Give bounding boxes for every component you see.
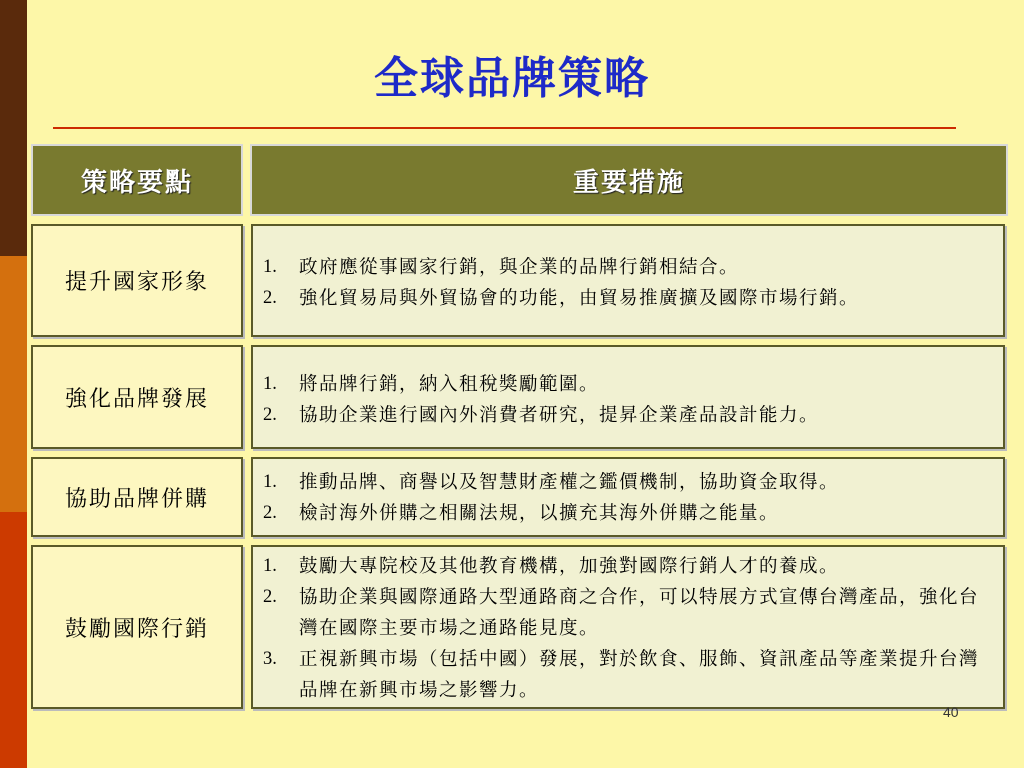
measure-text: 強化貿易局與外貿協會的功能，由貿易推廣擴及國際市場行銷。 [299, 288, 860, 309]
measure-text: 正視新興市場（包括中國）發展，對於飲食、服飾、資訊產品等產業提升台灣品牌在新興市場之影響力。 [299, 649, 980, 701]
title-divider [53, 127, 956, 129]
measure-text: 協助企業與國際通路大型通路商之合作，可以特展方式宣傳台灣產品，強化台灣在國際主要市場之通路能見度。 [299, 587, 980, 639]
measure-number: 1. [263, 472, 277, 492]
measure-item [263, 498, 997, 529]
measure-item [263, 582, 997, 644]
measures-list [263, 369, 997, 431]
measure-text: 將品牌行銷，納入租稅獎勵範圍。 [299, 374, 600, 395]
measure-item [263, 369, 997, 400]
measure-number: 1. [263, 556, 277, 576]
header-strategy-points: 策略要點 [31, 144, 243, 216]
measure-item [263, 467, 997, 498]
header-key-measures: 重要措施 [250, 144, 1008, 216]
side-bar-top [0, 0, 27, 256]
measures-list [263, 551, 997, 706]
measure-text: 檢討海外併購之相關法規，以擴充其海外併購之能量。 [299, 503, 780, 524]
measure-item [263, 644, 997, 706]
measures-cell [251, 224, 1005, 337]
measure-number: 2. [263, 503, 277, 523]
side-bar-bottom [0, 512, 27, 768]
strategy-point: 鼓勵國際行銷 [31, 545, 243, 709]
measure-item [263, 551, 997, 582]
side-bar-middle [0, 256, 27, 512]
measure-text: 協助企業進行國內外消費者研究，提昇企業產品設計能力。 [299, 405, 820, 426]
measure-number: 2. [263, 288, 277, 308]
measure-text: 推動品牌、商譽以及智慧財產權之鑑價機制，協助資金取得。 [299, 472, 840, 493]
measures-cell [251, 457, 1005, 537]
strategy-point: 提升國家形象 [31, 224, 243, 337]
measure-item [263, 252, 997, 283]
measure-item [263, 400, 997, 431]
slide-title: 全球品牌策略 [374, 53, 650, 104]
measure-number: 2. [263, 405, 277, 425]
measure-number: 1. [263, 257, 277, 277]
measures-cell [251, 345, 1005, 449]
strategy-point: 協助品牌併購 [31, 457, 243, 537]
measures-cell [251, 545, 1005, 709]
measures-list [263, 252, 997, 314]
strategy-point: 強化品牌發展 [31, 345, 243, 449]
measure-number: 1. [263, 374, 277, 394]
measure-item [263, 283, 997, 314]
measure-text: 政府應從事國家行銷，與企業的品牌行銷相結合。 [299, 257, 740, 278]
page-number: 40 [943, 704, 959, 720]
measure-number: 2. [263, 587, 277, 607]
measure-text: 鼓勵大專院校及其他教育機構，加強對國際行銷人才的養成。 [299, 556, 840, 577]
measures-list [263, 467, 997, 529]
measure-number: 3. [263, 649, 277, 669]
